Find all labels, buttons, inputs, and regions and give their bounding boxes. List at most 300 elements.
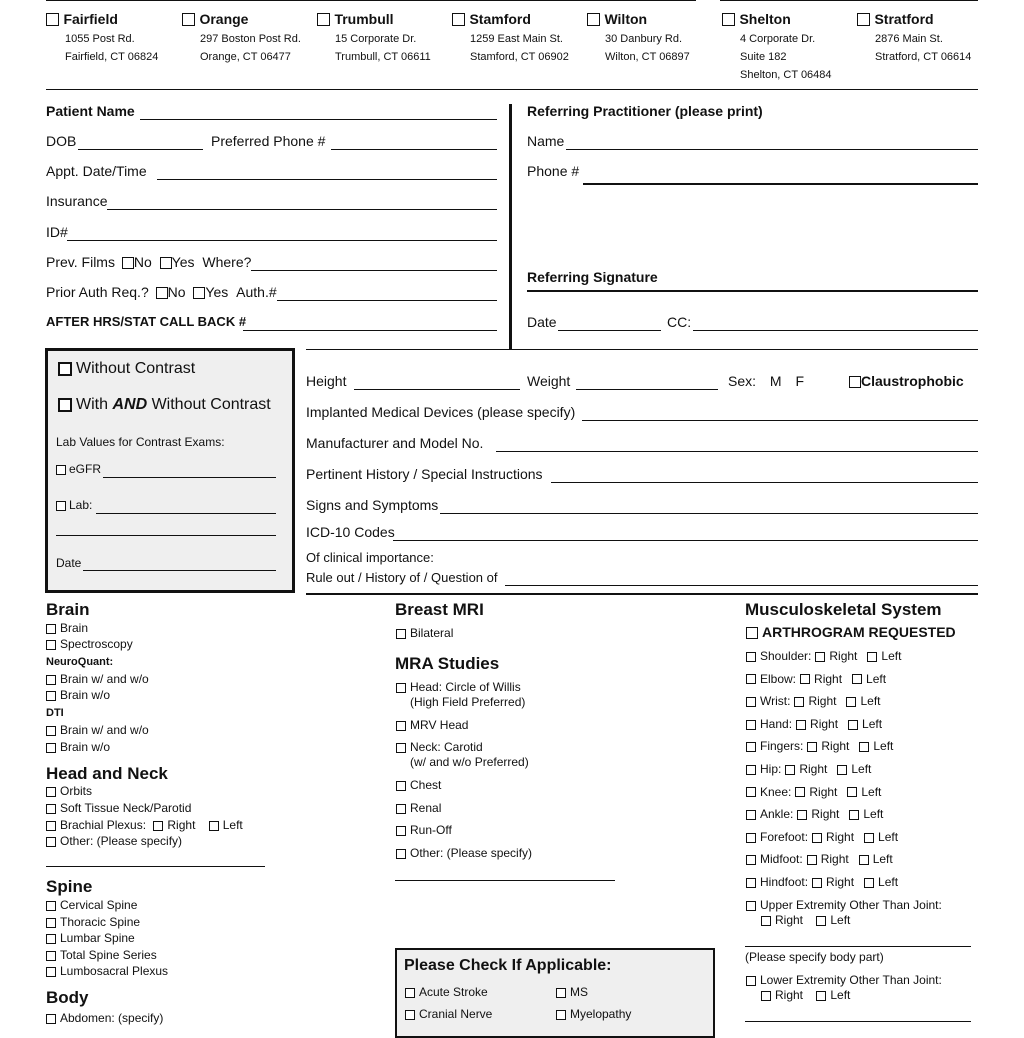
location-address	[65, 30, 158, 66]
exam-abdomen[interactable]	[46, 1011, 163, 1025]
egfr-label: eGFR	[69, 462, 102, 476]
left-checkbox[interactable]	[864, 878, 874, 888]
exam-checkbox[interactable]	[46, 934, 56, 944]
exam-mra-other[interactable]	[396, 846, 532, 860]
exam-label: Bilateral	[410, 626, 454, 640]
ms-label: MS	[570, 985, 588, 999]
right-checkbox[interactable]	[761, 991, 771, 1001]
upper-extremity-checkbox[interactable]	[746, 901, 756, 911]
exam-label: Orbits	[60, 784, 93, 798]
arthrogram-checkbox[interactable]	[746, 627, 758, 639]
exam-label: Head: Circle of Willis	[410, 680, 521, 694]
prior-auth-no-checkbox[interactable]	[156, 287, 168, 299]
where-field[interactable]	[251, 270, 497, 271]
exam-checkbox[interactable]	[396, 826, 406, 836]
joint-checkbox[interactable]	[746, 720, 756, 730]
location-checkbox[interactable]	[317, 13, 330, 26]
id-field[interactable]	[67, 240, 497, 241]
left-label: Left	[873, 739, 894, 754]
location-fairfield[interactable]	[46, 11, 118, 29]
address-line: 4 Corporate Dr.	[740, 33, 816, 45]
right-label: Right	[808, 694, 837, 709]
exam-checkbox[interactable]	[46, 640, 56, 650]
weight-label: Weight	[527, 373, 571, 389]
contrast-box	[45, 348, 295, 593]
left-checkbox[interactable]	[864, 833, 874, 843]
body-title: Body	[46, 988, 89, 1007]
joint-row[interactable]	[746, 875, 898, 889]
right-checkbox[interactable]	[761, 916, 771, 926]
joint-label: Hand:	[760, 716, 793, 731]
exam-label: Renal	[410, 801, 442, 815]
height-label: Height	[306, 373, 347, 389]
contrast-date-label: Date	[56, 556, 82, 570]
location-stamford[interactable]	[452, 11, 531, 29]
exam-checkbox[interactable]	[46, 675, 56, 685]
joint-row[interactable]	[746, 739, 893, 753]
head-other-field[interactable]	[46, 866, 265, 867]
ref-date-field[interactable]	[558, 330, 661, 331]
joint-checkbox[interactable]	[746, 697, 756, 707]
left-label: Left	[862, 716, 883, 731]
joint-checkbox[interactable]	[746, 810, 756, 820]
vertical-divider	[509, 104, 512, 350]
insurance-field[interactable]	[107, 209, 497, 210]
applicable-title: Please Check If Applicable:	[404, 957, 612, 974]
left-label: Left	[866, 671, 887, 686]
ref-phone-label: Phone #	[527, 163, 580, 179]
left-checkbox[interactable]	[867, 652, 877, 662]
address-line: Trumbull, CT 06611	[335, 51, 431, 63]
joint-checkbox[interactable]	[746, 833, 756, 843]
exam-label: Total Spine Series	[60, 948, 157, 962]
exam-label: Run-Off	[410, 823, 452, 837]
acute-stroke-option[interactable]	[405, 985, 488, 999]
exam-checkbox[interactable]	[46, 691, 56, 701]
joint-row[interactable]	[746, 807, 883, 821]
left-checkbox[interactable]	[816, 916, 826, 926]
upper-specify-field[interactable]	[745, 946, 971, 947]
location-name: Shelton	[739, 11, 791, 27]
rule-out-label: Rule out / History of / Question of	[306, 570, 498, 585]
left-label: Left	[830, 913, 851, 927]
joint-row[interactable]	[746, 785, 881, 799]
exam-label: Brain w/o	[60, 688, 111, 702]
location-name: Wilton	[604, 11, 648, 27]
joint-checkbox[interactable]	[746, 787, 756, 797]
referring-title: Referring Practitioner (please print)	[527, 103, 763, 119]
joint-row[interactable]	[746, 762, 871, 776]
neck-carotid-note: (w/ and w/o Preferred)	[410, 755, 529, 769]
location-wilton[interactable]	[587, 11, 647, 29]
address-line: Stamford, CT 06902	[470, 51, 569, 63]
acute-stroke-label: Acute Stroke	[419, 985, 488, 999]
right-checkbox[interactable]	[807, 742, 817, 752]
left-checkbox[interactable]	[859, 742, 869, 752]
top-border-left	[46, 0, 696, 1]
exam-nq-brain-wo[interactable]	[46, 688, 110, 702]
exam-thoracic[interactable]	[46, 915, 140, 929]
exam-checkbox[interactable]	[46, 804, 56, 814]
address-line: Stratford, CT 06614	[875, 51, 972, 63]
auth-field[interactable]	[277, 300, 497, 301]
exam-checkbox[interactable]	[396, 743, 406, 753]
without-label: Without Contrast	[147, 396, 271, 413]
left-label: Left	[881, 649, 902, 663]
right-label: Right	[829, 649, 858, 663]
exam-dti-brain-w-wo[interactable]	[46, 723, 149, 737]
joint-row[interactable]	[746, 672, 886, 686]
without-contrast-option[interactable]	[58, 360, 195, 378]
exam-total-spine[interactable]	[46, 948, 157, 962]
exam-brachial-plexus[interactable]	[46, 818, 243, 832]
claustrophobic-label: Claustrophobic	[861, 373, 964, 389]
egfr-option[interactable]	[56, 462, 101, 476]
without-contrast-label: Without Contrast	[76, 360, 196, 377]
ref-cc-field[interactable]	[693, 330, 978, 331]
exam-chest[interactable]	[396, 778, 441, 792]
mra-other-field[interactable]	[395, 880, 615, 881]
exam-checkbox[interactable]	[396, 629, 406, 639]
location-checkbox[interactable]	[46, 13, 59, 26]
right-checkbox[interactable]	[812, 878, 822, 888]
height-field[interactable]	[354, 389, 520, 390]
left-label: Left	[878, 829, 899, 844]
clinical-importance-label: Of clinical importance:	[306, 550, 434, 565]
id-label: ID#	[46, 224, 68, 240]
ref-date-label: Date	[527, 314, 557, 330]
right-checkbox[interactable]	[785, 765, 795, 775]
myelopathy-option[interactable]	[556, 1007, 631, 1021]
exam-neck-carotid[interactable]	[396, 740, 483, 754]
signs-label: Signs and Symptoms	[306, 497, 439, 513]
exam-checkbox[interactable]	[46, 951, 56, 961]
exam-label: Lumbar Spine	[60, 931, 135, 945]
exam-label: Other: (Please specify)	[410, 846, 533, 860]
location-checkbox[interactable]	[182, 13, 195, 26]
right-checkbox[interactable]	[797, 810, 807, 820]
manufacturer-label: Manufacturer and Model No.	[306, 435, 484, 451]
ref-name-field[interactable]	[566, 149, 978, 150]
exam-label: Cervical Spine	[60, 898, 138, 912]
lab-checkbox[interactable]	[56, 501, 66, 511]
exam-renal[interactable]	[396, 801, 441, 815]
location-address	[605, 30, 690, 66]
lab-field[interactable]	[96, 513, 276, 514]
pertinent-field[interactable]	[551, 482, 978, 483]
implanted-label: Implanted Medical Devices (please specify)	[306, 404, 576, 420]
exam-brain[interactable]	[46, 621, 88, 635]
right-label: Right	[809, 784, 838, 799]
sex-row	[728, 373, 804, 389]
location-checkbox[interactable]	[857, 13, 870, 26]
exam-checkbox[interactable]	[46, 821, 56, 831]
joint-label: Hip:	[760, 762, 782, 776]
with-label: With	[76, 396, 113, 413]
address-line: 15 Corporate Dr.	[335, 33, 417, 45]
sex-m-option[interactable]: M	[769, 373, 782, 389]
exam-mrv-head[interactable]	[396, 718, 468, 732]
left-checkbox[interactable]	[837, 765, 847, 775]
exam-checkbox[interactable]	[396, 683, 406, 693]
right-label: Right	[775, 913, 804, 927]
lower-side-options	[761, 988, 850, 1002]
ref-cc-label: CC:	[667, 314, 692, 330]
joint-label: Hindfoot:	[760, 875, 809, 889]
joint-label: Ankle:	[760, 807, 794, 822]
cranial-nerve-label: Cranial Nerve	[419, 1007, 493, 1021]
exam-checkbox[interactable]	[46, 967, 56, 977]
where-label: Where?	[202, 254, 252, 270]
right-label: Right	[826, 829, 855, 844]
address-line: 2876 Main St.	[875, 33, 943, 45]
location-checkbox[interactable]	[722, 13, 735, 26]
left-checkbox[interactable]	[849, 810, 859, 820]
exam-soft-tissue[interactable]	[46, 801, 191, 815]
right-label: Right	[775, 988, 804, 1002]
weight-field[interactable]	[576, 389, 718, 390]
lower-extremity-label: Lower Extremity Other Than Joint:	[760, 973, 942, 987]
exam-dti-brain-wo[interactable]	[46, 740, 110, 754]
left-checkbox[interactable]	[846, 697, 856, 707]
location-address	[740, 30, 832, 84]
lower-extremity-option[interactable]	[746, 973, 942, 987]
prev-films-row	[46, 254, 251, 270]
joint-row[interactable]	[746, 649, 901, 663]
exam-checkbox[interactable]	[396, 721, 406, 731]
pertinent-label: Pertinent History / Special Instructions	[306, 466, 543, 482]
claustrophobic-checkbox[interactable]	[849, 376, 861, 388]
lab-option[interactable]	[56, 498, 92, 512]
upper-extremity-option[interactable]	[746, 898, 942, 912]
right-checkbox[interactable]	[796, 720, 806, 730]
location-checkbox[interactable]	[452, 13, 465, 26]
right-checkbox[interactable]	[812, 833, 822, 843]
location-checkbox[interactable]	[587, 13, 600, 26]
exam-lumbosacral[interactable]	[46, 964, 168, 978]
exam-label: Thoracic Spine	[60, 915, 141, 929]
left-label: Left	[860, 694, 881, 709]
exam-spectroscopy[interactable]	[46, 637, 133, 651]
joint-row[interactable]	[746, 694, 880, 708]
joint-checkbox[interactable]	[746, 674, 756, 684]
right-label: Right	[799, 762, 828, 776]
exam-label: Soft Tissue Neck/Parotid	[60, 801, 192, 815]
implanted-field[interactable]	[582, 420, 978, 421]
exam-lumbar[interactable]	[46, 931, 135, 945]
exam-checkbox[interactable]	[396, 804, 406, 814]
applicable-box	[395, 948, 715, 1038]
prev-films-no-checkbox[interactable]	[122, 257, 134, 269]
cranial-nerve-checkbox[interactable]	[405, 1010, 415, 1020]
exam-label: Brachial Plexus:	[60, 818, 147, 832]
no-label: No	[133, 254, 152, 270]
egfr-checkbox[interactable]	[56, 465, 66, 475]
lab-values-label: Lab Values for Contrast Exams:	[56, 435, 225, 449]
prev-films-yes-checkbox[interactable]	[160, 257, 172, 269]
left-checkbox[interactable]	[859, 855, 869, 865]
lower-extremity-checkbox[interactable]	[746, 976, 756, 986]
myelopathy-checkbox[interactable]	[556, 1010, 566, 1020]
with-without-contrast-option[interactable]	[58, 396, 271, 414]
left-checkbox[interactable]	[847, 787, 857, 797]
without-contrast-checkbox[interactable]	[58, 362, 72, 376]
left-label: Left	[851, 762, 872, 776]
dob-label: DOB	[46, 133, 77, 149]
right-checkbox[interactable]	[795, 787, 805, 797]
neuroquant-label: NeuroQuant:	[46, 656, 114, 668]
exam-checkbox[interactable]	[46, 1014, 56, 1024]
head-neck-title: Head and Neck	[46, 764, 168, 783]
prev-films-label: Prev. Films	[46, 254, 115, 270]
sex-f-option[interactable]: F	[795, 373, 805, 389]
joint-label: Elbow:	[760, 671, 797, 686]
exam-checkbox[interactable]	[46, 918, 56, 928]
ref-phone-field[interactable]	[583, 183, 978, 185]
right-checkbox[interactable]	[815, 652, 825, 662]
location-name: Orange	[199, 11, 249, 27]
no-label: No	[167, 284, 186, 300]
exam-label: Neck: Carotid	[410, 740, 483, 754]
yes-label: Yes	[171, 254, 195, 270]
exam-label: MRV Head	[410, 718, 469, 732]
joint-label: Shoulder:	[760, 649, 812, 663]
dob-field[interactable]	[78, 149, 203, 150]
exam-checkbox[interactable]	[46, 726, 56, 736]
right-checkbox[interactable]	[794, 697, 804, 707]
contrast-date-field[interactable]	[83, 570, 276, 571]
signs-field[interactable]	[440, 513, 978, 514]
location-name: Fairfield	[63, 11, 118, 27]
location-orange[interactable]	[182, 11, 248, 29]
with-without-contrast-checkbox[interactable]	[58, 398, 72, 412]
yes-label: Yes	[205, 284, 229, 300]
msk-title: Musculoskeletal System	[745, 600, 942, 619]
top-border-right	[720, 0, 978, 1]
location-address	[335, 30, 431, 66]
lab-label: Lab:	[69, 498, 93, 512]
exam-label: Brain w/ and w/o	[60, 672, 149, 686]
exam-label: Other: (Please specify)	[60, 834, 183, 848]
exam-orbits[interactable]	[46, 784, 92, 798]
auth-label: Auth.#	[236, 284, 277, 300]
location-name: Stratford	[874, 11, 934, 27]
joint-checkbox[interactable]	[746, 742, 756, 752]
claustrophobic-option[interactable]	[849, 373, 964, 389]
rule-out-field[interactable]	[505, 585, 978, 586]
left-checkbox[interactable]	[852, 674, 862, 684]
after-hours-label: AFTER HRS/STAT CALL BACK #	[46, 314, 247, 329]
joint-row[interactable]	[746, 852, 893, 866]
lab-field-extra[interactable]	[56, 535, 276, 536]
right-label: Right	[820, 852, 849, 867]
exam-checkbox[interactable]	[46, 787, 56, 797]
joint-label: Fingers:	[760, 739, 804, 754]
joint-checkbox[interactable]	[746, 652, 756, 662]
manufacturer-field[interactable]	[496, 451, 978, 452]
exam-head-other[interactable]	[46, 834, 182, 848]
lower-specify-field[interactable]	[745, 1021, 971, 1022]
exam-checkbox[interactable]	[46, 901, 56, 911]
exam-checkbox[interactable]	[46, 743, 56, 753]
joint-row[interactable]	[746, 830, 898, 844]
exam-checkbox[interactable]	[46, 624, 56, 634]
ms-checkbox[interactable]	[556, 988, 566, 998]
left-label: Left	[222, 818, 243, 832]
right-checkbox[interactable]	[800, 674, 810, 684]
upper-side-options	[761, 913, 850, 927]
upper-extremity-label: Upper Extremity Other Than Joint:	[760, 898, 942, 912]
icd-field[interactable]	[393, 540, 978, 541]
exam-checkbox[interactable]	[46, 837, 56, 847]
location-shelton[interactable]	[722, 11, 791, 29]
right-checkbox[interactable]	[807, 855, 817, 865]
right-label: Right	[811, 807, 840, 822]
location-stratford[interactable]	[857, 11, 934, 29]
arthrogram-option[interactable]	[746, 624, 956, 640]
address-line: Shelton, CT 06484	[740, 69, 832, 81]
appt-field[interactable]	[157, 179, 497, 180]
ms-option[interactable]	[556, 985, 588, 999]
right-checkbox[interactable]	[153, 821, 163, 831]
exam-checkbox[interactable]	[396, 781, 406, 791]
joint-row[interactable]	[746, 717, 882, 731]
egfr-field[interactable]	[103, 477, 276, 478]
ref-signature-field[interactable]	[527, 290, 978, 292]
after-hours-field[interactable]	[243, 330, 497, 331]
left-checkbox[interactable]	[209, 821, 219, 831]
brain-title: Brain	[46, 600, 90, 619]
exam-label: Abdomen: (specify)	[60, 1011, 164, 1025]
address-line: 297 Boston Post Rd.	[200, 33, 301, 45]
left-checkbox[interactable]	[816, 991, 826, 1001]
prior-auth-yes-checkbox[interactable]	[193, 287, 205, 299]
address-line: Orange, CT 06477	[200, 51, 291, 63]
appt-label: Appt. Date/Time	[46, 163, 147, 179]
joint-checkbox[interactable]	[746, 765, 756, 775]
acute-stroke-checkbox[interactable]	[405, 988, 415, 998]
patient-name-field[interactable]	[140, 119, 497, 120]
location-trumbull[interactable]	[317, 11, 394, 29]
phone-field[interactable]	[331, 149, 497, 150]
clinical-bottom-line	[306, 593, 978, 595]
right-label: Right	[821, 739, 850, 754]
exam-head-cow[interactable]	[396, 680, 521, 694]
exam-runoff[interactable]	[396, 823, 452, 837]
address-line: 1055 Post Rd.	[65, 33, 135, 45]
joint-checkbox[interactable]	[746, 878, 756, 888]
address-line: Fairfield, CT 06824	[65, 51, 159, 63]
right-label: Right	[814, 671, 843, 686]
exam-nq-brain-w-wo[interactable]	[46, 672, 149, 686]
left-label: Left	[830, 988, 851, 1002]
address-line: Wilton, CT 06897	[605, 51, 690, 63]
left-checkbox[interactable]	[848, 720, 858, 730]
location-address	[200, 30, 301, 66]
exam-checkbox[interactable]	[396, 849, 406, 859]
icd-label: ICD-10 Codes	[306, 524, 395, 540]
spine-title: Spine	[46, 877, 93, 896]
cranial-nerve-option[interactable]	[405, 1007, 492, 1021]
location-address	[470, 30, 569, 66]
right-label: Right	[810, 716, 839, 731]
joint-label: Knee:	[760, 784, 792, 799]
exam-cervical[interactable]	[46, 898, 137, 912]
ref-name-label: Name	[527, 133, 565, 149]
joint-checkbox[interactable]	[746, 855, 756, 865]
clinical-top-line	[306, 349, 978, 350]
exam-bilateral[interactable]	[396, 626, 453, 640]
